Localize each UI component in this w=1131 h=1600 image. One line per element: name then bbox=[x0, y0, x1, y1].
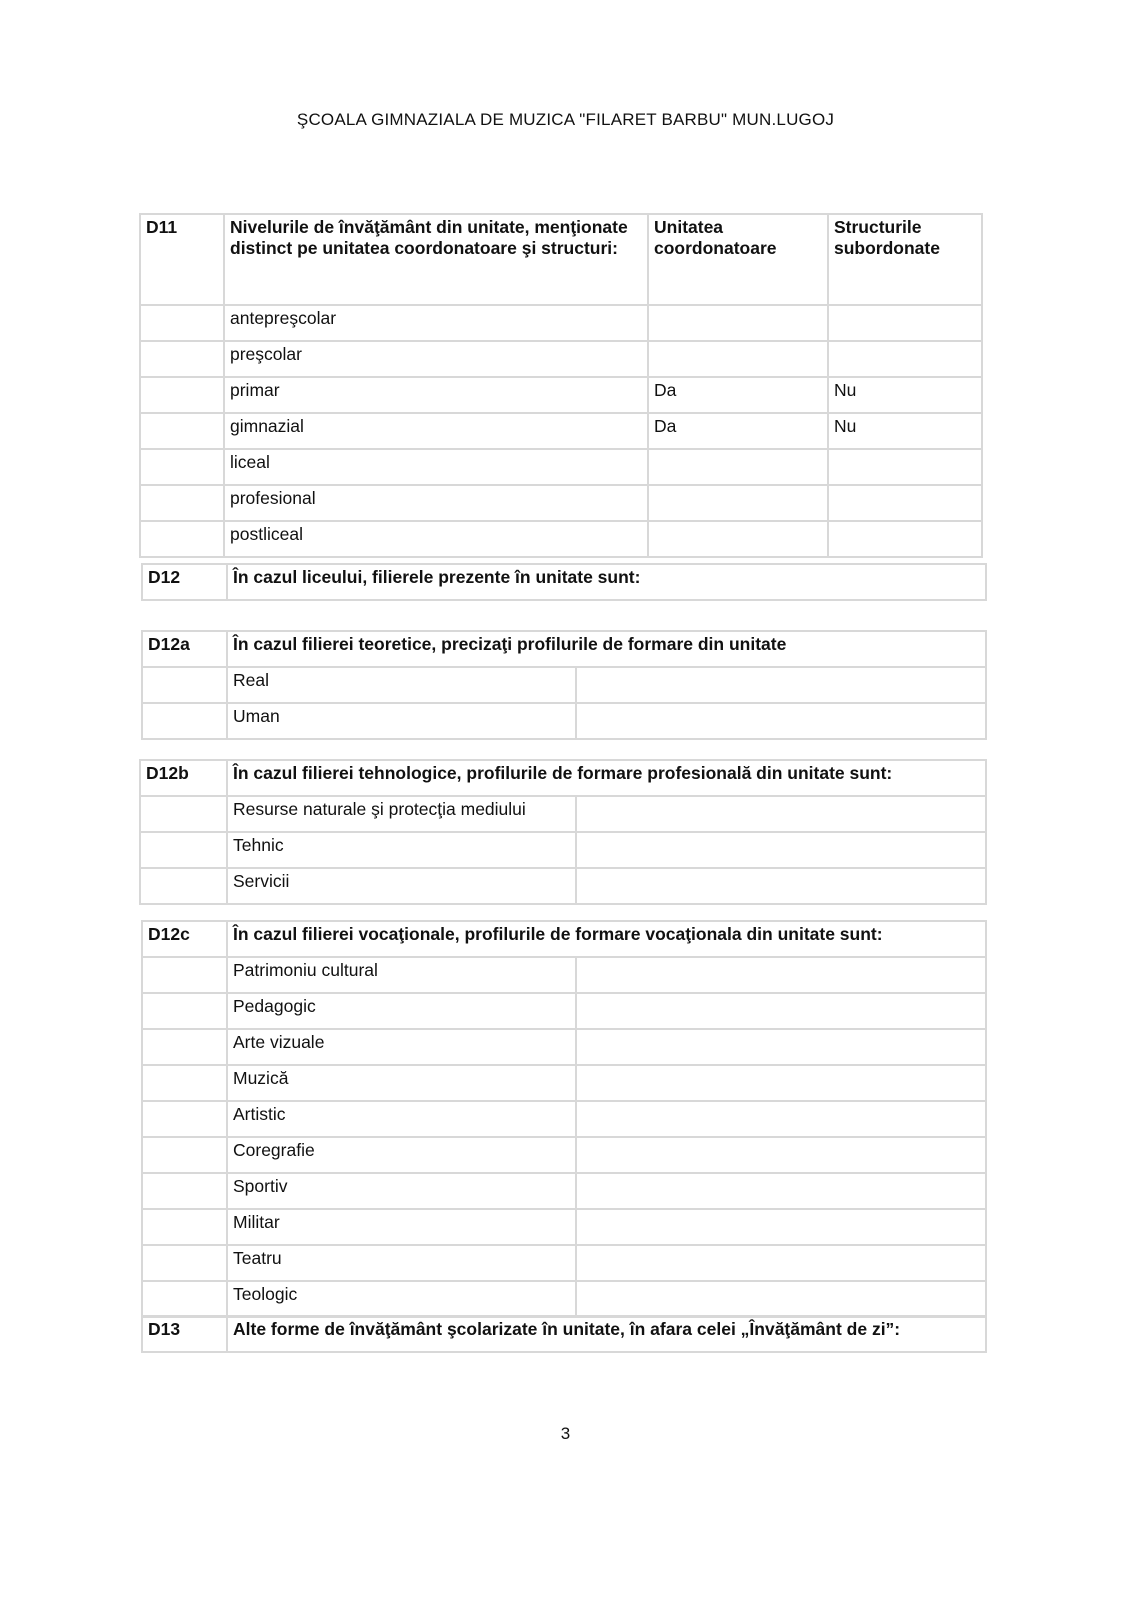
value-cell bbox=[576, 957, 986, 993]
value-cell bbox=[576, 868, 986, 904]
empty-cell bbox=[142, 1101, 227, 1137]
table-d12a bbox=[141, 630, 987, 740]
question-d12b: În cazul filierei tehnologice, profilurile de formare profesională din unitate sunt: bbox=[227, 760, 986, 796]
row-label: Muzică bbox=[227, 1065, 576, 1101]
table-row bbox=[140, 305, 982, 341]
table-row bbox=[142, 1245, 986, 1281]
empty-cell bbox=[142, 1209, 227, 1245]
row-label: antepreşcolar bbox=[224, 305, 648, 341]
row-label: Teatru bbox=[227, 1245, 576, 1281]
empty-cell bbox=[142, 667, 227, 703]
coord-value bbox=[648, 485, 828, 521]
table-row bbox=[142, 1281, 986, 1317]
table-row bbox=[142, 1209, 986, 1245]
table-row bbox=[140, 832, 986, 868]
coord-value bbox=[648, 305, 828, 341]
table-d13 bbox=[141, 1315, 987, 1353]
value-cell bbox=[576, 1065, 986, 1101]
row-label: Servicii bbox=[227, 868, 576, 904]
row-label: gimnazial bbox=[224, 413, 648, 449]
row-label: profesional bbox=[224, 485, 648, 521]
table-row bbox=[142, 703, 986, 739]
empty-cell bbox=[140, 341, 224, 377]
value-cell bbox=[576, 1173, 986, 1209]
row-label: Tehnic bbox=[227, 832, 576, 868]
row-label: Pedagogic bbox=[227, 993, 576, 1029]
empty-cell bbox=[140, 449, 224, 485]
table-row bbox=[142, 993, 986, 1029]
value-cell bbox=[576, 1209, 986, 1245]
empty-cell bbox=[140, 832, 227, 868]
empty-cell bbox=[140, 868, 227, 904]
table-row bbox=[140, 413, 982, 449]
value-cell bbox=[576, 1101, 986, 1137]
value-cell bbox=[576, 703, 986, 739]
question-d11: Nivelurile de învăţământ din unitate, menţionate distinct pe unitatea coordonatoare şi structuri: bbox=[224, 214, 648, 305]
table-row bbox=[140, 868, 986, 904]
empty-cell bbox=[140, 377, 224, 413]
empty-cell bbox=[142, 957, 227, 993]
code-d12b: D12b bbox=[140, 760, 227, 796]
table-row bbox=[142, 1101, 986, 1137]
value-cell bbox=[576, 1281, 986, 1317]
row-label: postliceal bbox=[224, 521, 648, 557]
table-row bbox=[140, 485, 982, 521]
empty-cell bbox=[142, 1137, 227, 1173]
empty-cell bbox=[142, 1281, 227, 1317]
table-d12b bbox=[139, 759, 987, 905]
empty-cell bbox=[142, 1065, 227, 1101]
question-d12c: În cazul filierei vocaţionale, profilurile de formare vocaţionala din unitate sunt: bbox=[227, 921, 986, 957]
row-label: primar bbox=[224, 377, 648, 413]
empty-cell bbox=[140, 796, 227, 832]
table-row bbox=[142, 957, 986, 993]
table-row bbox=[140, 796, 986, 832]
empty-cell bbox=[140, 485, 224, 521]
sub-value bbox=[828, 341, 982, 377]
row-label: Coregrafie bbox=[227, 1137, 576, 1173]
value-cell bbox=[576, 1137, 986, 1173]
row-label: Patrimoniu cultural bbox=[227, 957, 576, 993]
row-label: Artistic bbox=[227, 1101, 576, 1137]
row-label: Sportiv bbox=[227, 1173, 576, 1209]
code-d12a: D12a bbox=[142, 631, 227, 667]
table-row bbox=[142, 1137, 986, 1173]
code-d12: D12 bbox=[142, 564, 227, 600]
empty-cell bbox=[142, 703, 227, 739]
empty-cell bbox=[140, 521, 224, 557]
table-row bbox=[140, 341, 982, 377]
page-header: ŞCOALA GIMNAZIALA DE MUZICA "FILARET BARBU" MUN.LUGOJ bbox=[296, 110, 835, 129]
question-d13: Alte forme de învăţământ şcolarizate în unitate, în afara celei „Învăţământ de zi”: bbox=[227, 1316, 986, 1352]
table-row bbox=[140, 521, 982, 557]
table-row bbox=[142, 1065, 986, 1101]
sub-value bbox=[828, 485, 982, 521]
column-header-coordinator: Unitatea coordonatoare bbox=[648, 214, 828, 305]
row-label: Real bbox=[227, 667, 576, 703]
table-row bbox=[142, 1173, 986, 1209]
row-label: Teologic bbox=[227, 1281, 576, 1317]
sub-value: Nu bbox=[828, 377, 982, 413]
coord-value: Da bbox=[648, 413, 828, 449]
sub-value bbox=[828, 521, 982, 557]
question-d12: În cazul liceului, filierele prezente în unitate sunt: bbox=[227, 564, 986, 600]
sub-value bbox=[828, 449, 982, 485]
table-row bbox=[140, 377, 982, 413]
code-d11: D11 bbox=[140, 214, 224, 305]
value-cell bbox=[576, 796, 986, 832]
empty-cell bbox=[142, 1029, 227, 1065]
sub-value bbox=[828, 305, 982, 341]
sub-value: Nu bbox=[828, 413, 982, 449]
table-row bbox=[140, 449, 982, 485]
code-d12c: D12c bbox=[142, 921, 227, 957]
empty-cell bbox=[142, 993, 227, 1029]
value-cell bbox=[576, 993, 986, 1029]
value-cell bbox=[576, 667, 986, 703]
table-d12c bbox=[141, 920, 987, 1318]
empty-cell bbox=[142, 1245, 227, 1281]
code-d13: D13 bbox=[142, 1316, 227, 1352]
column-header-subordinate: Structurile subordonate bbox=[828, 214, 982, 305]
table-row bbox=[142, 1029, 986, 1065]
empty-cell bbox=[142, 1173, 227, 1209]
empty-cell bbox=[140, 413, 224, 449]
row-label: preşcolar bbox=[224, 341, 648, 377]
coord-value bbox=[648, 521, 828, 557]
table-d12 bbox=[141, 563, 987, 601]
table-row bbox=[142, 667, 986, 703]
table-d11 bbox=[139, 213, 983, 558]
row-label: Resurse naturale şi protecţia mediului bbox=[227, 796, 576, 832]
row-label: Uman bbox=[227, 703, 576, 739]
value-cell bbox=[576, 832, 986, 868]
row-label: Arte vizuale bbox=[227, 1029, 576, 1065]
row-label: Militar bbox=[227, 1209, 576, 1245]
coord-value bbox=[648, 449, 828, 485]
value-cell bbox=[576, 1029, 986, 1065]
coord-value: Da bbox=[648, 377, 828, 413]
empty-cell bbox=[140, 305, 224, 341]
row-label: liceal bbox=[224, 449, 648, 485]
page-number: 3 bbox=[560, 1424, 571, 1443]
question-d12a: În cazul filierei teoretice, precizaţi profilurile de formare din unitate bbox=[227, 631, 986, 667]
coord-value bbox=[648, 341, 828, 377]
value-cell bbox=[576, 1245, 986, 1281]
